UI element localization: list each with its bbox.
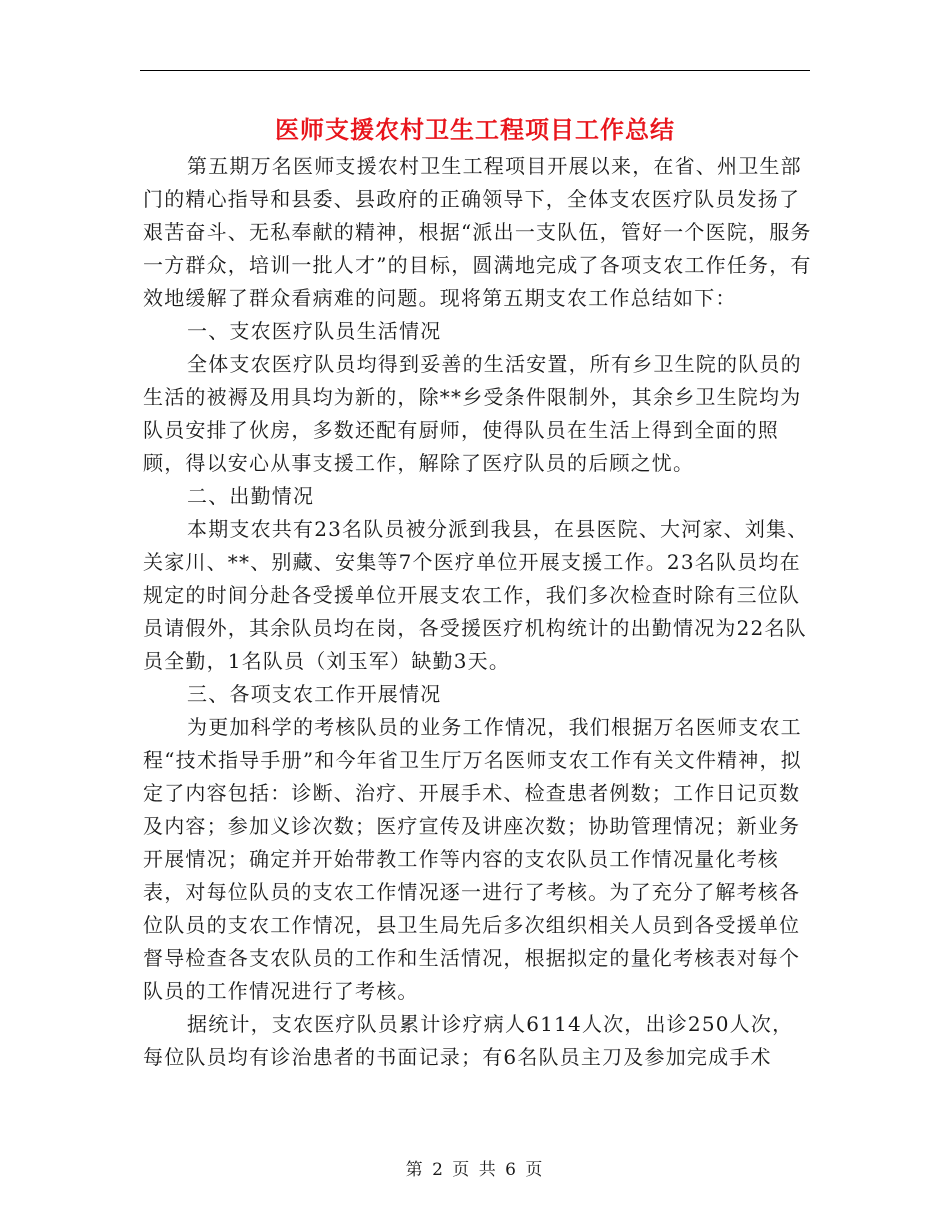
header-rule bbox=[140, 70, 810, 71]
document-title: 医师支援农村卫生工程项目工作总结 bbox=[275, 116, 675, 144]
work-paragraph: 为更加科学的考核队员的业务工作情况，我们根据万名医师支农工程“技术指导手册”和今年省卫生厅万名医师支农工作有关文件精神，拟定了内容包括：诊断、治疗、开展手术、检查患者例数；工作日记页数及内容；参加义诊次数；医疗宣传及讲座次数；协助管理情况；新业务开展情况；确定并开始带教工作等内容的支农队员工作情况量化考核表，对每位队员的支农工作情况逐一进行了考核。为了充分了解考核各位队员的支农工作情况，县卫生局先后多次组织相关人员到各受援单位督导检查各支农队员的工作和生活情况，根据拟定的量化考核表对每个队员的工作情况进行了考核。 bbox=[143, 715, 802, 1003]
intro-paragraph: 第五期万名医师支援农村卫生工程项目开展以来，在省、州卫生部门的精心指导和县委、县政府的正确领导下，全体支农医疗队员发扬了艰苦奋斗、无私奉献的精神，根据“派出一支队伍，管好一个医院，服务一方群众，培训一批人才”的目标，圆满地完成了各项支农工作任务，有效地缓解了群众看病难的问题。现将第五期支农工作总结如下： bbox=[143, 154, 812, 310]
page-number: 第 2 页 共 6 页 bbox=[405, 1160, 545, 1180]
living-paragraph: 全体支农医疗队员均得到妥善的生活安置，所有乡卫生院的队员的生活的被褥及用具均为新的，除**乡受条件限制外，其余乡卫生院均为队员安排了伙房，多数还配有厨师，使得队员在生活上得到全面的照顾，得以安心从事支援工作，解除了医疗队员的后顾之忧。 bbox=[143, 352, 802, 475]
attendance-paragraph: 本期支农共有23名队员被分派到我县，在县医院、大河家、刘集、关家川、**、别藏、安集等7个医疗单位开展支援工作。23名队员均在规定的时间分赴各受援单位开展支农工作，我们多次检查时除有三位队员请假外，其余队员均在岗，各受援医疗机构统计的出勤情况为22名队员全勤，1名队员（刘玉军）缺勤3天。 bbox=[143, 517, 809, 673]
document-body bbox=[143, 150, 813, 1074]
section-heading-work: 三、各项支农工作开展情况 bbox=[187, 682, 442, 706]
section-heading-living: 一、支农医疗队员生活情况 bbox=[187, 319, 442, 343]
statistics-paragraph: 据统计，支农医疗队员累计诊疗病人6114人次，出诊250人次，每位队员均有诊治患者的书面记录；有6名队员主刀及参加完成手术 bbox=[143, 1012, 794, 1069]
section-heading-attendance: 二、出勤情况 bbox=[187, 484, 315, 508]
